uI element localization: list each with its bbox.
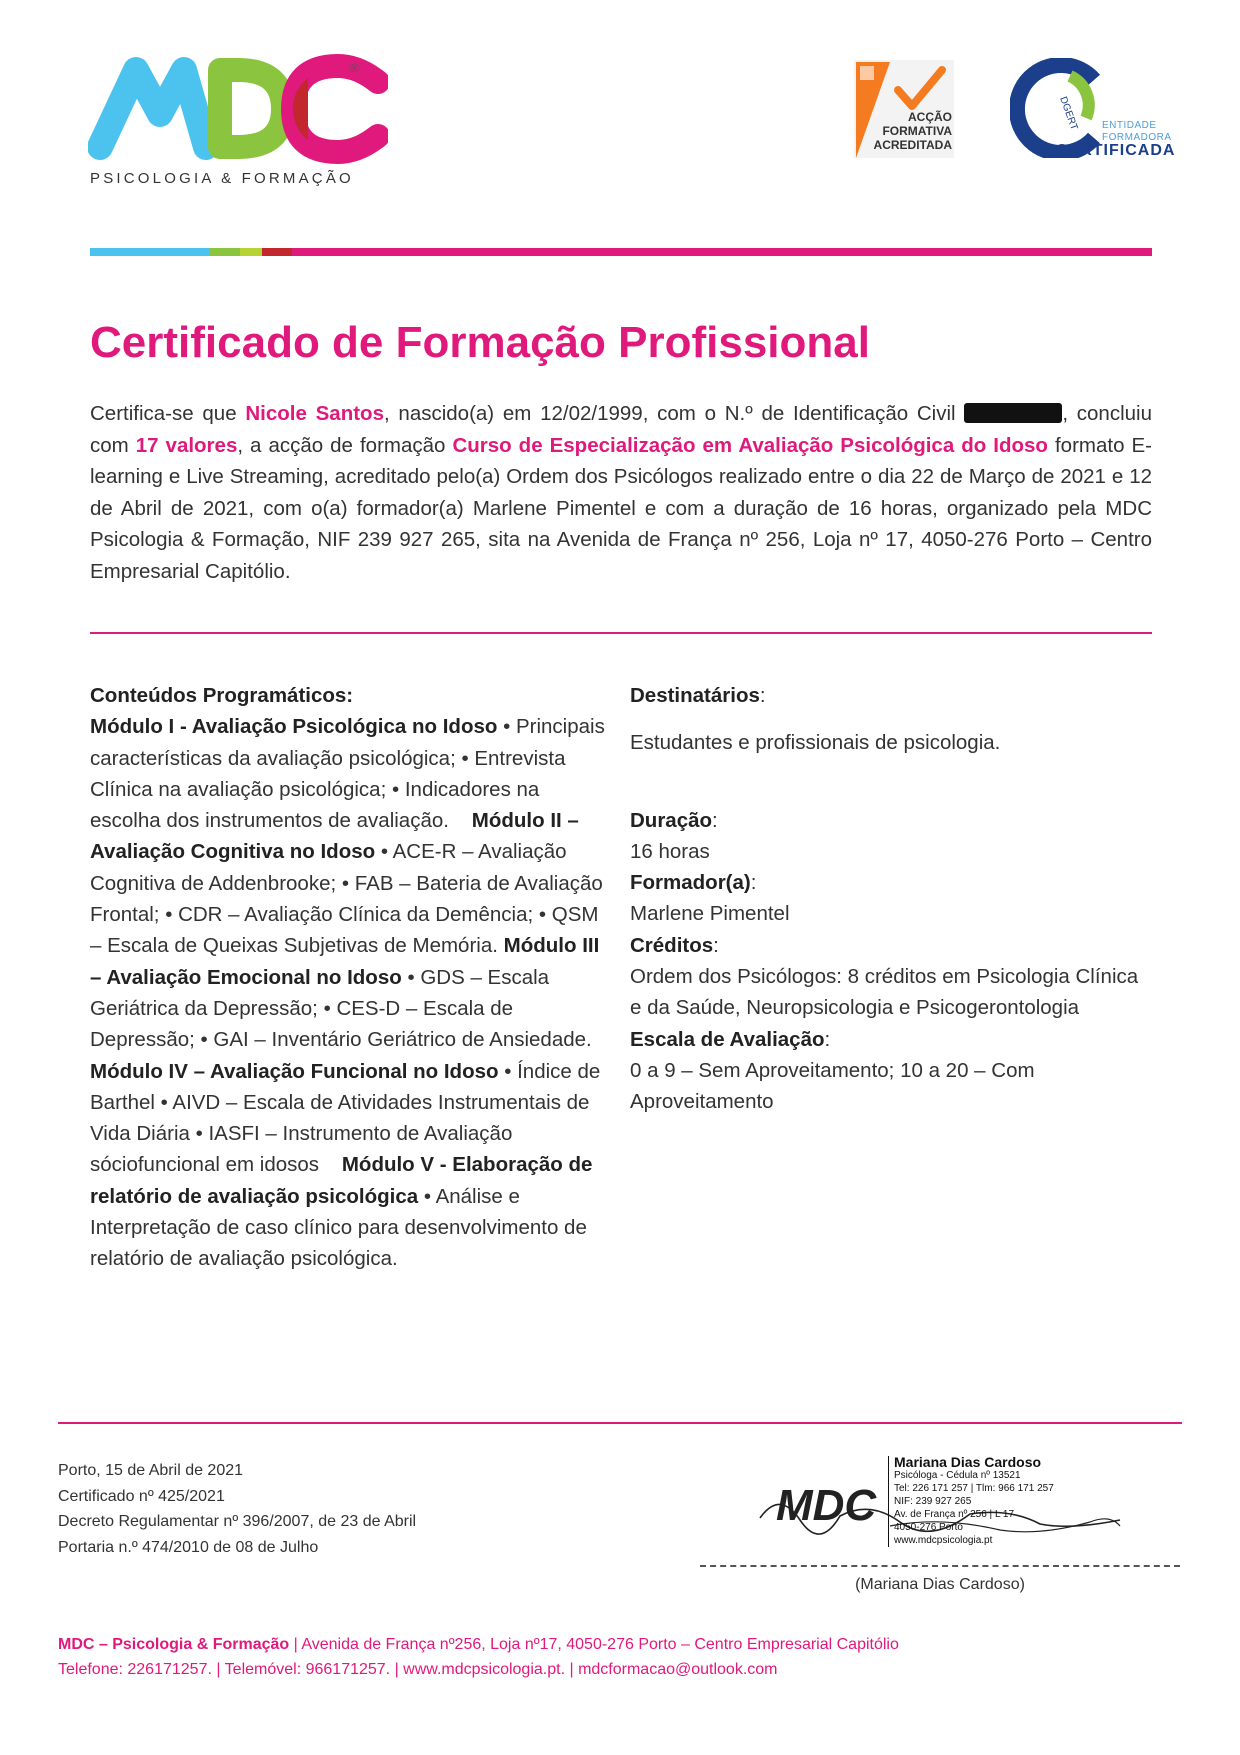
course-name: Curso de Especialização em Avaliação Psicológica do Idoso (452, 433, 1048, 457)
certificate-title: Certificado de Formação Profissional (90, 318, 870, 367)
colon: : (712, 808, 718, 832)
signer-printed-name: (Mariana Dias Cardoso) (855, 1576, 1025, 1593)
trainer-value: Marlene Pimentel (630, 902, 790, 926)
contact-footer (58, 1632, 899, 1682)
mdc-logo (88, 52, 388, 202)
module-4-text: • Índice de Barthel • AIVD – Escala de Atividades Instrumentais de Vida Diária • IASFI – Instrumento de Avaliação sóciofuncional em idosos (90, 1059, 601, 1177)
trainee-name: Nicole Santos (245, 402, 384, 425)
statement-part: Certifica-se que (90, 402, 246, 425)
program-contents (90, 680, 610, 1275)
module-2-text: • ACE-R – Avaliação Cognitiva de Addenbrooke; • FAB – Bateria de Avaliação Frontal; • CDR – Avaliação Clínica da Demência; • QSM – Escala de Queixas Subjetivas de Memória. (90, 840, 603, 958)
statement-part: , nascido(a) em 12/02/1999, com o N.º de Identificação Civil (383, 402, 965, 425)
stamp-name: Mariana Dias Cardoso (894, 1454, 1042, 1470)
stamp-line: 4050-276 Porto (894, 1522, 963, 1533)
stamp-line: Psicóloga - Cédula nº 13521 (894, 1470, 1021, 1481)
place-date: Porto, 15 de Abril de 2021 (58, 1462, 244, 1479)
module-3-title: Módulo III – Avaliação Emocional no Idoso (90, 934, 600, 989)
signature-line (700, 1565, 1180, 1567)
portaria-reference: Portaria n.º 474/2010 de 08 de Julho (58, 1538, 319, 1556)
stamp-line: www.mdcpsicologia.pt (894, 1535, 993, 1546)
footer-contacts: Telefone: 226171257. | Telemóvel: 966171257. | www.mdcpsicologia.pt. | mdcformacao@outlook.com (58, 1661, 778, 1678)
colon: : (759, 684, 766, 707)
credits-value: Ordem dos Psicólogos: 8 créditos em Psicologia Clínica e da Saúde, Neuropsicologia e Psicogerontologia (630, 965, 1139, 1020)
registered-mark: ® (350, 61, 359, 75)
audience-value: Estudantes e profissionais de psicologia. (630, 731, 1001, 755)
certificate-footer-info (58, 1458, 416, 1560)
colon: : (824, 1027, 831, 1051)
duration-label: Duração (630, 808, 713, 832)
certified-entity-badge (1010, 58, 1176, 160)
dgert-label: DGERT (1057, 95, 1080, 132)
certified-entity-text (1102, 120, 1172, 144)
scale-value: 0 a 9 – Sem Aproveitamento; 10 a 20 – Com Aproveitamento (630, 1058, 1035, 1114)
scale-label: Escala de Avaliação (630, 1027, 825, 1051)
mdc-logo-mark (88, 52, 388, 164)
module-5-text: • Análise e Interpretação de caso clínico para desenvolvimento de relatório de avaliação psicológica. (90, 1184, 587, 1271)
stamp-line: Av. de França nº 256 | L 17 (894, 1509, 1015, 1520)
statement-part: , a acção de formação (237, 433, 453, 457)
accredited-line-2: FORMATIVA (882, 124, 952, 138)
colon: : (713, 933, 719, 957)
divider-top (90, 632, 1152, 634)
module-1-title: Módulo I - Avaliação Psicológica no Idoso (90, 715, 498, 739)
entity-line-2: FORMADORA (1102, 132, 1172, 143)
final-grade: 17 valores (135, 433, 238, 457)
module-3-text: • GDS – Escala Geriátrica da Depressão; • CES-D – Escala de Depressão; • GAI – Inventário Geriátrico de Ansiedade. (90, 965, 592, 1052)
logo-subtitle: PSICOLOGIA & FORMAÇÃO (90, 170, 354, 187)
stamp-line: NIF: 239 927 265 (894, 1496, 972, 1507)
footer-address: | Avenida de França nº256, Loja nº17, 4050-276 Porto – Centro Empresarial Capitólio (289, 1636, 899, 1653)
colon: : (750, 871, 757, 895)
module-1-text: • Principais características da avaliação psicológica; • Entrevista Clínica na avaliação psicológica; • Indicadores na escolha dos instrumentos de avaliação. (90, 715, 605, 833)
module-4-title: Módulo IV – Avaliação Funcional no Idoso (90, 1059, 499, 1083)
statement-part: formato E-learning e Live Streaming, acreditado pelo(a) Ordem dos Psicólogos realizado entre o dia 22 de Março de 2021 e 12 de Abril de 2021, com o(a) formador(a) Marlene Pimentel e com a duração de 16 horas, organizado pela MDC Psicologia & Formação, NIF 239 927 265, sita na Avenida de França nº 256, Loja nº 17, 4050-276 Porto – Centro Empresarial Capitólio. (90, 433, 1152, 583)
trainer-label: Formador(a) (630, 871, 751, 895)
accredited-badge (854, 60, 954, 160)
header-color-stripe (90, 248, 1152, 256)
signature-area (740, 1450, 1160, 1560)
decree-reference: Decreto Regulamentar nº 396/2007, de 23 de Abril (58, 1513, 417, 1530)
stamp-logo-letters: MDC (776, 1481, 877, 1530)
accredited-badge-text (854, 110, 952, 152)
certified-word: CERTIFICADA (1056, 142, 1176, 159)
module-2-title: Módulo II – Avaliação Cognitiva no Idoso (90, 809, 579, 864)
course-details (630, 680, 1150, 1118)
audience-label: Destinatários (630, 684, 760, 707)
certificate-number: Certificado nº 425/2021 (58, 1487, 225, 1505)
program-heading: Conteúdos Programáticos: (90, 684, 354, 707)
module-5-title: Módulo V - Elaboração de relatório de avaliação psicológica (90, 1153, 593, 1208)
accredited-line-3: ACREDITADA (873, 138, 952, 152)
accredited-line-1: ACÇÃO (908, 110, 952, 124)
duration-value: 16 horas (630, 839, 710, 863)
signature-stamp-text (888, 1456, 1054, 1547)
certificate-statement (90, 398, 1152, 587)
stamp-line: Tel: 226 171 257 | Tlm: 966 171 257 (894, 1483, 1054, 1494)
divider-bottom (58, 1422, 1182, 1424)
entity-line-1: ENTIDADE (1102, 120, 1157, 131)
footer-brand: MDC – Psicologia & Formação (58, 1636, 290, 1653)
redacted-id (964, 403, 1062, 423)
credits-label: Créditos (630, 933, 714, 957)
statement-part: , concluiu com (90, 402, 1152, 457)
